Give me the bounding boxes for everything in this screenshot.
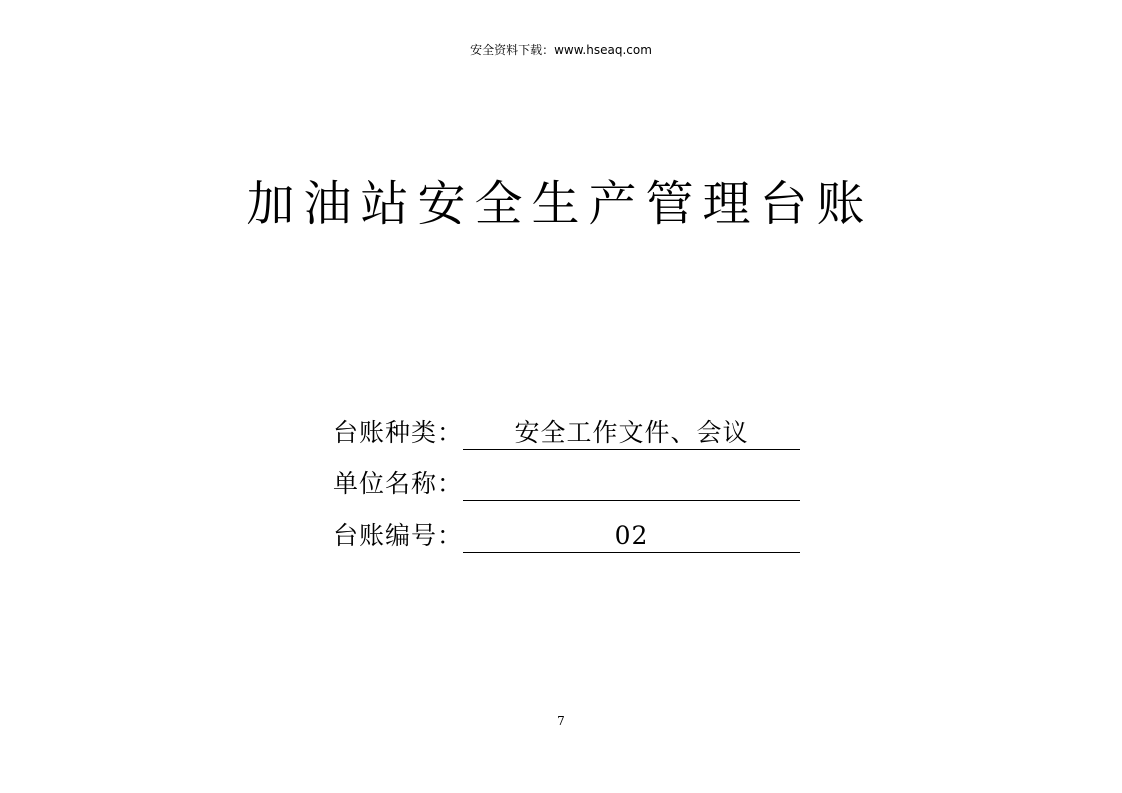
page-header: 安全资料下载：www.hseaq.com: [470, 43, 652, 57]
field-ledger-type-label: 台账种类：: [333, 418, 464, 447]
page-number: 7: [557, 714, 565, 728]
field-ledger-number: [333, 520, 803, 556]
field-ledger-type: [333, 417, 803, 453]
document-title: 加油站安全生产管理台账: [246, 176, 874, 232]
field-ledger-number-value: 02: [463, 520, 800, 553]
field-unit-name: [333, 468, 803, 504]
field-ledger-number-label: 台账编号：: [333, 521, 464, 550]
field-ledger-type-value: 安全工作文件、会议: [463, 417, 800, 450]
field-unit-name-label: 单位名称：: [333, 469, 464, 498]
field-unit-name-value: [463, 468, 800, 501]
